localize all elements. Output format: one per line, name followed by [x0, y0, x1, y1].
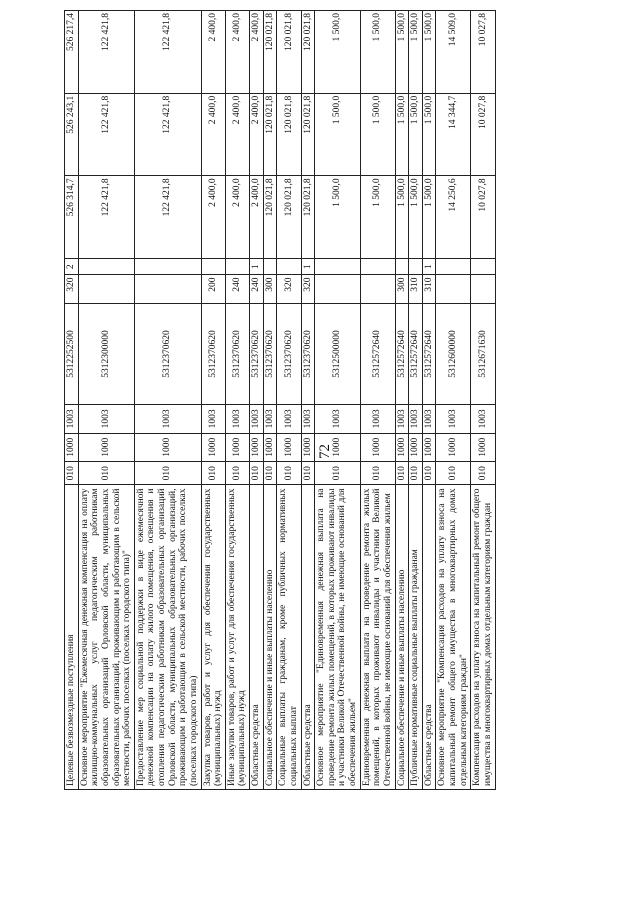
table-row — [395, 11, 409, 790]
expense-type-code: 240 — [250, 275, 264, 303]
ministry-code: 010 — [277, 461, 301, 485]
ministry-code: 010 — [250, 461, 264, 485]
value-2024: 2 400,0 — [225, 176, 249, 259]
target-article-code: 5312500000 — [315, 303, 361, 405]
expense-type-code — [315, 275, 361, 303]
target-article-code: 5312572640 — [409, 303, 423, 405]
ministry-code: 010 — [301, 461, 315, 485]
table-row — [436, 11, 471, 790]
table-body — [65, 11, 496, 790]
row-name: Единовременная денежная выплата на проведение ремонта жилых помещений, в которых проживают инвалиды и участники Великой Отечественной войны, не имеющие оснований для обеспечения жильем — [360, 485, 395, 790]
expense-type-code: 320 — [277, 275, 301, 303]
row-name: Публичные нормативные социальные выплаты гражданам — [409, 485, 423, 790]
value-2026: 1 500,0 — [422, 11, 436, 94]
row-name: Социальные выплаты гражданам, кроме публичных нормативных социальных выплат — [277, 485, 301, 790]
group-code — [78, 258, 134, 275]
value-2025: 2 400,0 — [201, 93, 225, 176]
subsection-code: 1003 — [225, 405, 249, 433]
table-row — [315, 11, 361, 790]
table-row — [263, 11, 277, 790]
group-code — [360, 258, 395, 275]
subsection-code: 1003 — [277, 405, 301, 433]
expense-type-code: 310 — [422, 275, 436, 303]
target-article-code: 5312370620 — [201, 303, 225, 405]
value-2024: 2 400,0 — [201, 176, 225, 259]
value-2025: 526 243,1 — [65, 93, 79, 176]
table-row — [65, 11, 79, 790]
value-2025: 1 500,0 — [395, 93, 409, 176]
value-2024: 2 400,0 — [250, 176, 264, 259]
row-name: Основное мероприятие "Компенсация расходов на уплату взноса на капитальный ремонт общего имущества в многоквартирных домах отдельным категориям граждан" — [436, 485, 471, 790]
value-2024: 122 421,8 — [78, 176, 134, 259]
value-2024: 120 021,8 — [301, 176, 315, 259]
page-number: 72 — [317, 444, 333, 459]
target-article-code: 5312370620 — [277, 303, 301, 405]
ministry-code: 010 — [315, 461, 361, 485]
value-2024: 122 421,8 — [134, 176, 201, 259]
ministry-code: 010 — [225, 461, 249, 485]
group-code — [471, 258, 495, 275]
ministry-code: 010 — [65, 461, 79, 485]
value-2026: 1 500,0 — [409, 11, 423, 94]
ministry-code: 010 — [422, 461, 436, 485]
value-2024: 120 021,8 — [277, 176, 301, 259]
expense-type-code: 300 — [263, 275, 277, 303]
section-code: 1000 — [360, 433, 395, 461]
subsection-code: 1003 — [315, 405, 361, 433]
rotated-page-content — [64, 10, 612, 790]
subsection-code: 1003 — [250, 405, 264, 433]
target-article-code: 5312370620 — [301, 303, 315, 405]
ministry-code: 010 — [436, 461, 471, 485]
row-name: Закупка товаров, работ и услуг для обеспечения государственных (муниципальных) нужд — [201, 485, 225, 790]
expense-type-code: 200 — [201, 275, 225, 303]
value-2024: 526 314,7 — [65, 176, 79, 259]
row-name: Основное мероприятие "Ежемесячная денежная компенсация на оплату жилищно-коммунальных услуг педагогическим работникам образовательных организаций Орловской области, муниципальных образовательных организаций, проживающим и работающим в сельской местности, рабочих поселках (поселках городского типа)" — [78, 485, 134, 790]
value-2024: 1 500,0 — [409, 176, 423, 259]
ministry-code: 010 — [201, 461, 225, 485]
budget-table — [64, 10, 496, 790]
ministry-code: 010 — [471, 461, 495, 485]
table-row — [422, 11, 436, 790]
expense-type-code — [134, 275, 201, 303]
expense-type-code: 320 — [301, 275, 315, 303]
target-article-code: 5312370620 — [225, 303, 249, 405]
section-code: 1000 — [471, 433, 495, 461]
group-code — [201, 258, 225, 275]
section-code: 1000 — [201, 433, 225, 461]
subsection-code: 1003 — [78, 405, 134, 433]
row-name: Иные закупки товаров, работ и услуг для обеспечения государственных (муниципальных) нужд — [225, 485, 249, 790]
subsection-code: 1003 — [134, 405, 201, 433]
table-row — [277, 11, 301, 790]
section-code: 1000 — [65, 433, 79, 461]
value-2025: 1 500,0 — [422, 93, 436, 176]
ministry-code: 010 — [409, 461, 423, 485]
value-2026: 122 421,8 — [134, 11, 201, 94]
row-name: Областные средства — [422, 485, 436, 790]
value-2025: 120 021,8 — [277, 93, 301, 176]
section-code: 1000 — [315, 433, 361, 461]
section-code: 1000 — [436, 433, 471, 461]
expense-type-code — [360, 275, 395, 303]
value-2025: 1 500,0 — [315, 93, 361, 176]
table-row — [225, 11, 249, 790]
group-code — [395, 258, 409, 275]
group-code — [263, 258, 277, 275]
target-article-code: 5312300000 — [78, 303, 134, 405]
section-code: 1000 — [78, 433, 134, 461]
group-code — [277, 258, 301, 275]
subsection-code: 1003 — [65, 405, 79, 433]
section-code: 1000 — [422, 433, 436, 461]
table-row — [301, 11, 315, 790]
subsection-code: 1003 — [471, 405, 495, 433]
value-2026: 10 027,8 — [471, 11, 495, 94]
ministry-code: 010 — [263, 461, 277, 485]
value-2024: 1 500,0 — [395, 176, 409, 259]
section-code: 1000 — [395, 433, 409, 461]
target-article-code: 5312572640 — [360, 303, 395, 405]
value-2026: 122 421,8 — [78, 11, 134, 94]
target-article-code: 5312671630 — [471, 303, 495, 405]
value-2026: 120 021,8 — [301, 11, 315, 94]
value-2026: 2 400,0 — [201, 11, 225, 94]
value-2025: 122 421,8 — [78, 93, 134, 176]
value-2024: 120 021,8 — [263, 176, 277, 259]
ministry-code: 010 — [395, 461, 409, 485]
value-2025: 1 500,0 — [409, 93, 423, 176]
expense-type-code — [471, 275, 495, 303]
group-code — [134, 258, 201, 275]
value-2026: 120 021,8 — [263, 11, 277, 94]
value-2024: 1 500,0 — [360, 176, 395, 259]
table-row — [201, 11, 225, 790]
value-2025: 2 400,0 — [225, 93, 249, 176]
target-article-code: 5312572640 — [422, 303, 436, 405]
expense-type-code: 310 — [409, 275, 423, 303]
section-code: 1000 — [263, 433, 277, 461]
subsection-code: 1003 — [395, 405, 409, 433]
subsection-code: 1003 — [201, 405, 225, 433]
row-name: Социальное обеспечение и иные выплаты населению — [395, 485, 409, 790]
section-code: 1000 — [134, 433, 201, 461]
table-row — [134, 11, 201, 790]
subsection-code: 1003 — [422, 405, 436, 433]
row-name: Основное мероприятие "Единовременная денежная выплата на проведение ремонта жилых помещений, в которых проживают инвалиды и участники Великой Отечественной войны, не имеющие оснований для обеспечения жильем" — [315, 485, 361, 790]
value-2024: 10 027,8 — [471, 176, 495, 259]
value-2025: 120 021,8 — [301, 93, 315, 176]
section-code: 1000 — [277, 433, 301, 461]
group-code — [436, 258, 471, 275]
row-name: Областные средства — [301, 485, 315, 790]
table-row — [471, 11, 495, 790]
value-2024: 14 250,6 — [436, 176, 471, 259]
row-name: Компенсация расходов на уплату взноса на капитальный ремонт общего имущества в многоквартирных домах отдельным категориям граждан — [471, 485, 495, 790]
group-code: 2 — [65, 258, 79, 275]
group-code: 1 — [301, 258, 315, 275]
subsection-code: 1003 — [263, 405, 277, 433]
value-2024: 1 500,0 — [422, 176, 436, 259]
section-code: 1000 — [250, 433, 264, 461]
group-code: 1 — [422, 258, 436, 275]
ministry-code: 010 — [360, 461, 395, 485]
section-code: 1000 — [225, 433, 249, 461]
value-2025: 122 421,8 — [134, 93, 201, 176]
subsection-code: 1003 — [436, 405, 471, 433]
ministry-code: 010 — [134, 461, 201, 485]
value-2026: 14 509,0 — [436, 11, 471, 94]
ministry-code: 010 — [78, 461, 134, 485]
row-name: Целевые безвозмездные поступления — [65, 485, 79, 790]
target-article-code: 5312252500 — [65, 303, 79, 405]
value-2026: 1 500,0 — [395, 11, 409, 94]
expense-type-code: 240 — [225, 275, 249, 303]
table-row — [409, 11, 423, 790]
target-article-code: 5312600000 — [436, 303, 471, 405]
expense-type-code — [78, 275, 134, 303]
table-row — [250, 11, 264, 790]
value-2025: 14 344,7 — [436, 93, 471, 176]
table-row — [78, 11, 134, 790]
row-name: Социальное обеспечение и иные выплаты населению — [263, 485, 277, 790]
value-2026: 120 021,8 — [277, 11, 301, 94]
value-2025: 10 027,8 — [471, 93, 495, 176]
group-code — [409, 258, 423, 275]
value-2025: 1 500,0 — [360, 93, 395, 176]
group-code: 1 — [250, 258, 264, 275]
row-name: Областные средства — [250, 485, 264, 790]
row-name: Предоставление мер социальной поддержки в виде ежемесячной денежной компенсации на оплату жилого помещения, освещения и отопления педагогическим работникам образовательных организаций Орловской области, муниципальных образовательных организаций, проживающим и работающим в сельской местности, рабочих поселках (поселках городского типа) — [134, 485, 201, 790]
section-code: 1000 — [409, 433, 423, 461]
section-code: 1000 — [301, 433, 315, 461]
expense-type-code: 320 — [65, 275, 79, 303]
value-2026: 2 400,0 — [250, 11, 264, 94]
target-article-code: 5312370620 — [250, 303, 264, 405]
value-2026: 2 400,0 — [225, 11, 249, 94]
value-2026: 526 217,4 — [65, 11, 79, 94]
value-2025: 2 400,0 — [250, 93, 264, 176]
group-code — [315, 258, 361, 275]
target-article-code: 5312370620 — [134, 303, 201, 405]
value-2024: 1 500,0 — [315, 176, 361, 259]
target-article-code: 5312572640 — [395, 303, 409, 405]
value-2025: 120 021,8 — [263, 93, 277, 176]
group-code — [225, 258, 249, 275]
expense-type-code — [436, 275, 471, 303]
subsection-code: 1003 — [301, 405, 315, 433]
table-row — [360, 11, 395, 790]
expense-type-code: 300 — [395, 275, 409, 303]
subsection-code: 1003 — [409, 405, 423, 433]
value-2026: 1 500,0 — [360, 11, 395, 94]
subsection-code: 1003 — [360, 405, 395, 433]
value-2026: 1 500,0 — [315, 11, 361, 94]
target-article-code: 5312370620 — [263, 303, 277, 405]
